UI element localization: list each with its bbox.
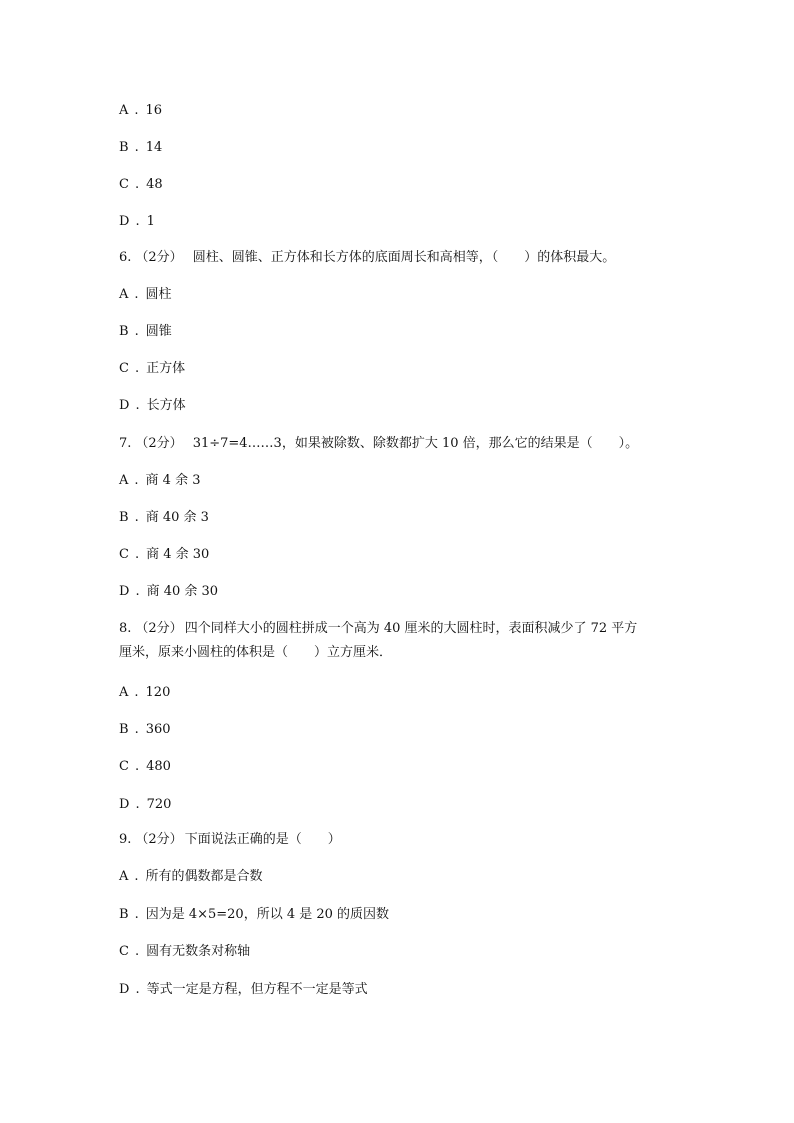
option-text: 所有的偶数都是合数	[145, 869, 263, 884]
option-text: 720	[146, 797, 172, 812]
q9-option-a: A . 所有的偶数都是合数	[119, 869, 263, 884]
q6-option-d: D . 长方体	[119, 398, 186, 413]
q8-option-b: B . 360	[119, 722, 171, 737]
q6-option-c: C . 正方体	[119, 361, 186, 376]
q7-option-d: D . 商 40 余 30	[119, 584, 219, 599]
option-text: 1	[146, 214, 155, 229]
question-7-stem: 7. （2分） 31÷7=4……3，如果被除数、除数都扩大 10 倍，那么它的结果是（ ）。	[119, 436, 639, 451]
points-label: （2分）	[135, 832, 183, 847]
q9-option-c: C . 圆有无数条对称轴	[119, 944, 251, 959]
q6-option-a: A . 圆柱	[119, 287, 172, 302]
option-text: 长方体	[146, 398, 186, 413]
q9-option-b: B . 因为是 4×5=20，所以 4 是 20 的质因数	[119, 907, 390, 922]
option-text: 14	[145, 140, 163, 155]
option-text: 因为是 4×5=20，所以 4 是 20 的质因数	[145, 907, 390, 922]
q7-option-a: A . 商 4 余 3	[119, 473, 201, 488]
option-text: 16	[145, 103, 163, 118]
option-text: 商 4 余 3	[145, 473, 201, 488]
option-text: 360	[145, 722, 171, 737]
option-text: 商 4 余 30	[146, 547, 210, 562]
q8-option-d: D . 720	[119, 797, 172, 812]
points-label: （2分）	[135, 250, 183, 265]
question-9-stem: 9. （2分） 下面说法正确的是（ ）	[119, 832, 341, 847]
option-text: 正方体	[146, 361, 186, 376]
option-text: 圆柱	[145, 287, 172, 302]
q7-option-b: B . 商 40 余 3	[119, 510, 209, 525]
q7-option-c: C . 商 4 余 30	[119, 547, 210, 562]
option-text: 等式一定是方程，但方程不一定是等式	[146, 982, 368, 997]
points-label: （2分）	[135, 436, 183, 451]
q8-option-a: A . 120	[119, 685, 171, 700]
q9-option-d: D . 等式一定是方程，但方程不一定是等式	[119, 982, 368, 997]
q5-option-a: A . 16	[119, 103, 163, 118]
option-text: 48	[146, 177, 163, 192]
question-6-stem: 6. （2分） 圆柱、圆锥、正方体和长方体的底面周长和高相等，（ ）的体积最大。	[119, 250, 616, 265]
option-text: 商 40 余 3	[145, 510, 209, 525]
option-text: 120	[145, 685, 171, 700]
q8-option-c: C . 480	[119, 759, 171, 774]
q5-option-d: D . 1	[119, 214, 155, 229]
q5-option-b: B . 14	[119, 140, 163, 155]
q6-option-b: B . 圆锥	[119, 324, 172, 339]
question-8-stem-continued: 厘米，原来小圆柱的体积是（ ）立方厘米．	[119, 645, 393, 660]
option-text: 圆锥	[145, 324, 172, 339]
points-label: （2分）	[135, 621, 183, 636]
option-text: 商 40 余 30	[146, 584, 219, 599]
question-8-stem: 8. （2分） 四个同样大小的圆柱拼成一个高为 40 厘米的大圆柱时，表面积减少了 72 平方	[119, 621, 638, 636]
q5-option-c: C . 48	[119, 177, 163, 192]
option-text: 480	[146, 759, 171, 774]
option-text: 圆有无数条对称轴	[146, 944, 251, 959]
